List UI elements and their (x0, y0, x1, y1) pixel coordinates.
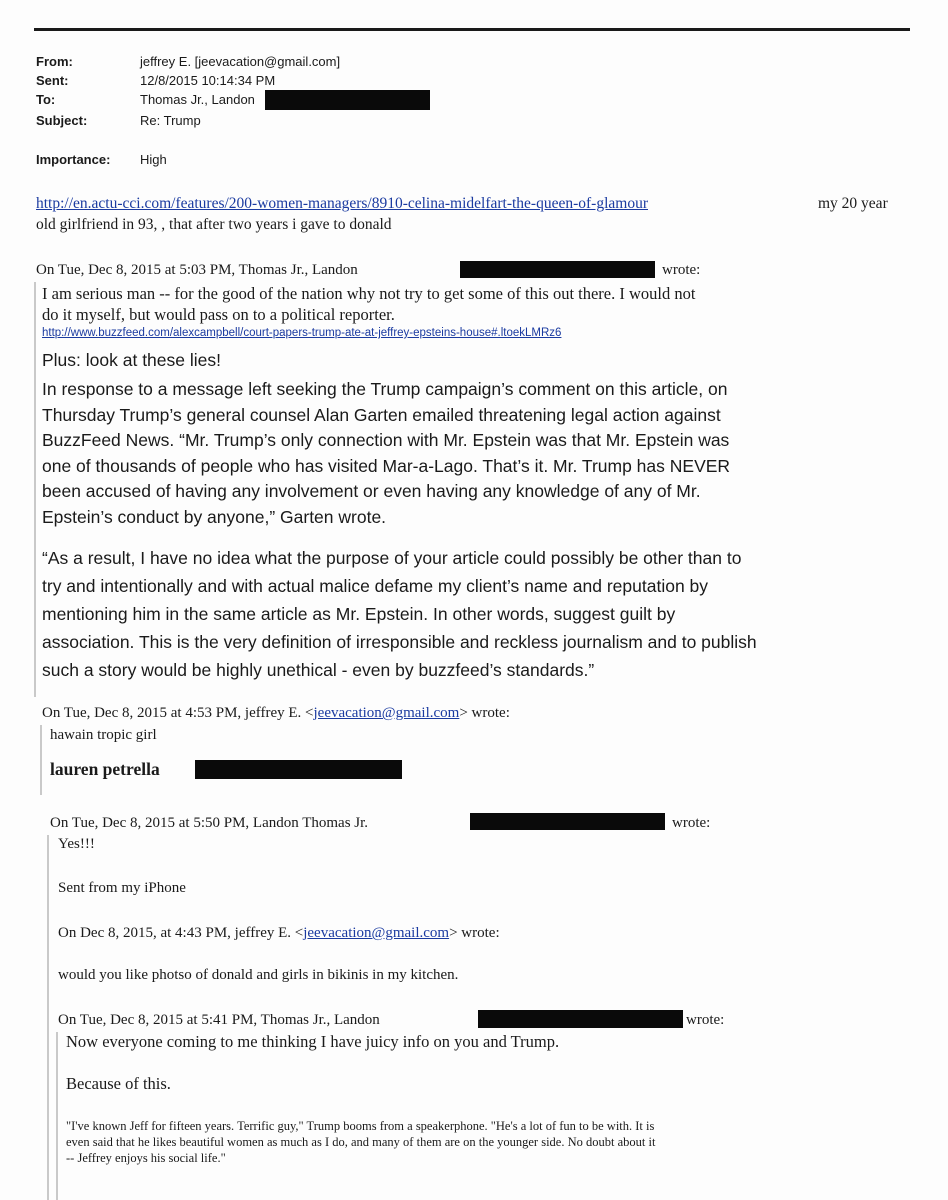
reply1-quote-bar (34, 282, 36, 697)
top-message-line1-tail: my 20 year (818, 195, 888, 212)
reply1-para1 (42, 377, 730, 530)
reply1-line1: I am serious man -- for the good of the nation why not try to get some of this out there. I would not (42, 284, 696, 303)
reply1-para1-line: In response to a message left seeking the Trump campaign’s comment on this article, on (42, 379, 728, 399)
reply2-bold-name: lauren petrella (50, 759, 160, 779)
reply2-attr-pre: On Tue, Dec 8, 2015 at 4:53 PM, jeffrey E. < (42, 705, 314, 721)
reply1-para1-line: BuzzFeed News. “Mr. Trump’s only connection with Mr. Epstein was that Mr. Epstein was (42, 430, 730, 450)
redaction-reply3 (470, 813, 665, 830)
reply3-attribution2 (58, 925, 500, 942)
reply3-attr2-post: > wrote: (449, 925, 500, 941)
reply3-attr2-pre: On Dec 8, 2015, at 4:43 PM, jeffrey E. < (58, 925, 304, 941)
reply4-quote (66, 1118, 655, 1166)
redaction-reply1 (460, 261, 655, 278)
reply1-para1-line: Epstein’s conduct by anyone,” Garten wrote. (42, 506, 387, 527)
reply1-para2-line: mentioning him in the same article as Mr. Epstein. In other words, suggest guilt by (42, 604, 676, 624)
reply4-attribution: On Tue, Dec 8, 2015 at 5:41 PM, Thomas Jr., Landon (58, 1012, 380, 1028)
reply2-attribution (42, 705, 510, 722)
redaction-reply2 (195, 760, 402, 779)
sent-value: 12/8/2015 10:14:34 PM (140, 73, 276, 88)
from-value: jeffrey E. [jeevacation@gmail.com] (140, 54, 341, 69)
reply1-wrote: wrote: (662, 262, 701, 278)
reply2-email-link[interactable]: jeevacation@gmail.com (313, 705, 460, 721)
reply1-line2: do it myself, but would pass on to a political reporter. (42, 305, 395, 324)
reply3-quote-bar (47, 835, 49, 1200)
top-message-line2: old girlfriend in 93, , that after two years i gave to donald (36, 216, 392, 233)
reply1-plus: Plus: look at these lies! (42, 350, 221, 370)
reply3-email-link[interactable]: jeevacation@gmail.com (303, 925, 450, 941)
reply1-para2-line: such a story would be highly unethical - even by buzzfeed’s standards.” (42, 660, 595, 680)
reply4-quote-bar (56, 1032, 58, 1200)
reply4-quote-line: even said that he likes beautiful women as much as I do, and many of them are on the younger side. No doubt about it (66, 1135, 656, 1149)
reply4-wrote: wrote: (686, 1012, 725, 1028)
reply4-quote-line: "I've known Jeff for fifteen years. Terrific guy," Trump booms from a speakerphone. "He's a lot of fun to be with. It is (66, 1119, 655, 1133)
subject-value: Re: Trump (140, 113, 201, 128)
reply4-line2: Because of this. (66, 1074, 171, 1093)
to-value: Thomas Jr., Landon (140, 92, 255, 107)
redaction-to (265, 90, 430, 110)
reply3-line3: would you like photso of donald and girls in bikinis in my kitchen. (58, 967, 459, 983)
reply3-wrote: wrote: (672, 815, 711, 831)
sent-label: Sent: (36, 73, 69, 88)
top-message-link[interactable]: http://en.actu-cci.com/features/200-women-managers/8910-celina-midelfart-the-queen-of-glamour (36, 195, 648, 212)
reply3-attribution: On Tue, Dec 8, 2015 at 5:50 PM, Landon Thomas Jr. (50, 815, 369, 831)
redaction-reply4 (478, 1010, 683, 1028)
reply1-para2-line: “As a result, I have no idea what the purpose of your article could possibly be other than to (42, 548, 742, 568)
reply1-para2-line: try and intentionally and with actual malice defame my client’s name and reputation by (42, 576, 709, 596)
subject-label: Subject: (36, 113, 88, 128)
from-label: From: (36, 54, 73, 69)
importance-value: High (140, 152, 167, 167)
reply3-line2: Sent from my iPhone (58, 880, 186, 896)
reply2-line1: hawain tropic girl (50, 727, 157, 743)
reply1-para1-line: been accused of having any involvement or even having any knowledge of any of Mr. (42, 481, 701, 501)
reply4-quote-line: -- Jeffrey enjoys his social life." (66, 1151, 226, 1165)
importance-label: Importance: (36, 152, 111, 167)
reply1-para2 (42, 544, 757, 684)
reply1-attribution: On Tue, Dec 8, 2015 at 5:03 PM, Thomas Jr., Landon (36, 262, 358, 278)
reply1-para1-line: one of thousands of people who has visited Mar-a-Lago. That’s it. Mr. Trump has NEVER (42, 455, 731, 476)
reply2-quote-bar (40, 725, 42, 795)
reply1-para2-line: association. This is the very definition of irresponsible and reckless journalism and to publish (42, 632, 757, 652)
reply1-link[interactable]: http://www.buzzfeed.com/alexcampbell/court-papers-trump-ate-at-jeffrey-epsteins-house#.ltoekLMRz6 (42, 327, 562, 339)
header-rule (34, 28, 910, 31)
reply4-line1: Now everyone coming to me thinking I have juicy info on you and Trump. (66, 1032, 560, 1051)
to-label: To: (36, 92, 56, 107)
reply1-para1-line: Thursday Trump’s general counsel Alan Garten emailed threatening legal action against (42, 404, 721, 425)
reply3-line1: Yes!!! (58, 836, 95, 852)
reply2-attr-post: > wrote: (459, 705, 510, 721)
